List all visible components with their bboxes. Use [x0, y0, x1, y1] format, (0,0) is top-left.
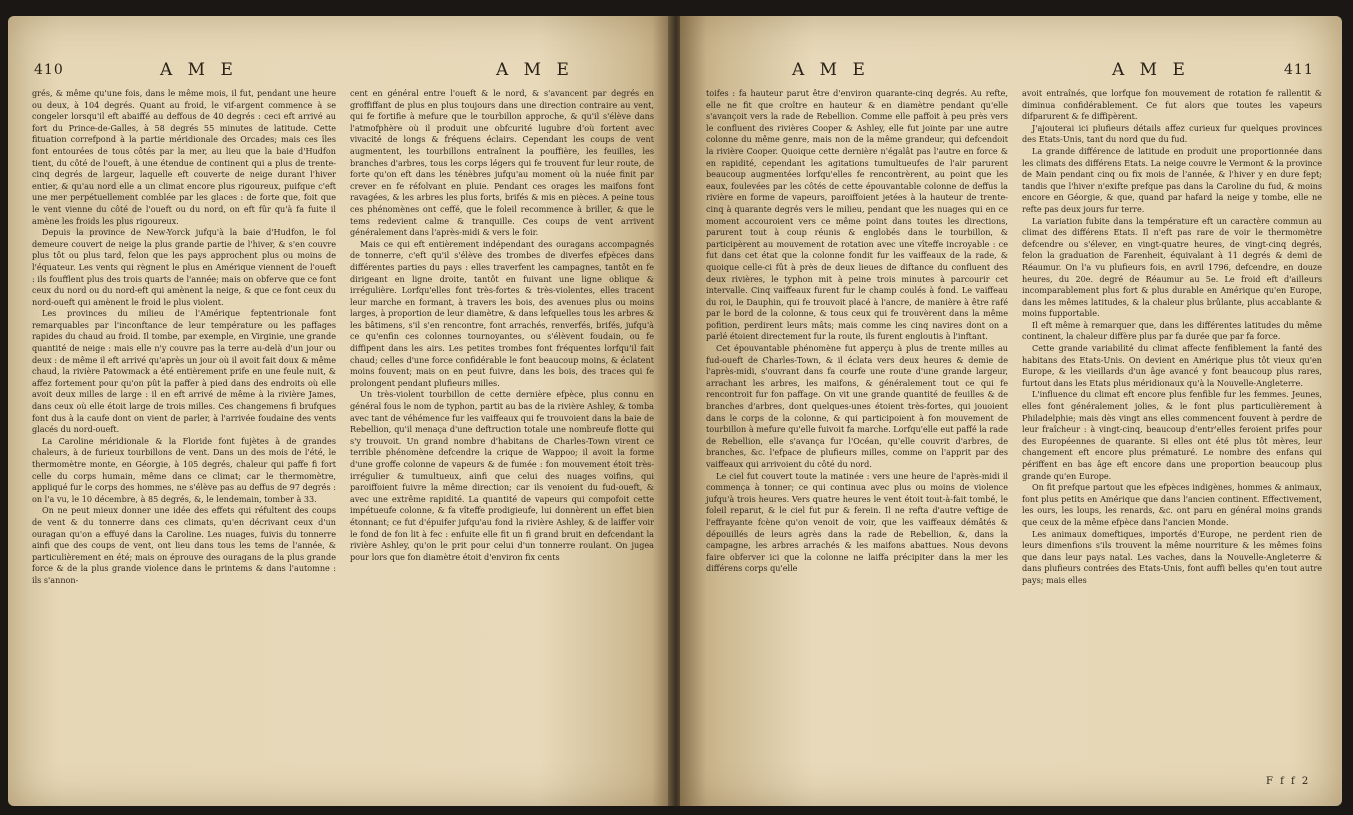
paragraph: cent en général entre l'oueft & le nord, & s'avancent par degrés en groffiffant de plus en plus toujours dans une direction contraire au vent, qui fe fortifie à mefure que le tourbillon approche, & qu'il s'élève dans l'atmofphère où il produit une obfcurité lugubre d'où fortent avec vivacité de longs & fréquens éclairs. Cependant les coups de vent augmentent, les tourbillons entraînent la pouffière, les feuilles, les branches d'arbres, tous les corps légers qui fe trouvent fur leur route, de forte qu'on eft dans les ténèbres jufqu'au moment où la nuée finit par crever en fe réfolvant en pluie. Pendant ces orages les maifons font ravagées, & les arbres les plus forts, brifés & mis en pièces. A peine tous ces phénomènes ont ceffé, que le foleil recommence à briller, & que le tems redevient calme & tranquille. Ces coups de vent arrivent généralement dans l'après-midi & vers le foir.: [350, 88, 654, 238]
paragraph: Cette grande variabilité du climat affecte fenfiblement la fanté des habitans des Etats-Unis. On devient en Amérique plus tôt vieux qu'en Europe, & les vieillards d'un âge avancé y font beaucoup plus rares, furtout dans les Etats plus méridionaux qu'à la Nouvelle-Angleterre.: [1022, 343, 1322, 388]
paragraph: L'influence du climat eft encore plus fenfible fur les femmes. Jeunes, elles font généralement jolies, & le font plus particulièrement à Philadelphie; mais dès vingt ans elles commencent fouvent à perdre de leur fraîcheur : à vingt-cinq, beaucoup d'entr'elles feroient prifes pour des Européennes de quarante. Si elles ont été plus tôt mères, leur changement eft encore plus prématuré. Le nombre des enfans qui périffent en bas âge eft encore dans une proportion beaucoup plus grande qu'en Europe.: [1022, 389, 1322, 481]
paragraph: On fit prefque partout que les efpèces indigènes, hommes & animaux, font plus petits en Amérique que dans l'ancien continent. Effectivement, les ours, les loups, les renards, &c. ont paru en général moins grands que ceux de la même efpèce dans l'ancien Monde.: [1022, 482, 1322, 527]
left-running-head-2: A M E: [496, 60, 574, 80]
paragraph: La grande différence de latitude en produit une proportionnée dans les climats des différens Etats. La neige couvre le Vermont & la province de Main pendant cinq ou fix mois de l'année, & l'hiver y en dure fept; tandis que l'hiver n'exifte prefque pas dans la Caroline du fud, & moins encore en Géorgie, & que, quand par hafard la neige y tombe, elle ne refte pas deux jours fur terre.: [1022, 145, 1322, 214]
right-column-2: [1022, 88, 1322, 587]
paragraph: avoit entraînés, que lorfque fon mouvement de rotation fe rallentit & diminua confidérablement. Ce fut alors que toutes les vapeurs difparurent & fe diffipèrent.: [1022, 88, 1322, 122]
paragraph: Mais ce qui eft entièrement indépendant des ouragans accompagnés de tonnerre, c'eft qu'il s'élève des trombes de diverfes efpèces dans différentes parties du pays : elles traverfent les campagnes, tantôt en fe dirigeant en ligne droite, tantôt en fuivant une ligne oblique & irrégulière. Lorfqu'elles font très-fortes & très-violentes, elles tracent leur marche en formant, à travers les bois, des avenues plus ou moins larges, à proportion de leur diamètre, & dans lefquelles tous les arbres & les bâtimens, s'il s'en rencontre, font arrachés, renverfés, brifés, jufqu'à ce qu'enfin ces colonnes tournoyantes, ou s'élèvent foudain, ou fe diffipent dans les airs. Les petites trombes font fréquentes lorfqu'il fait chaud; celles d'une force confidérable le font beaucoup moins, & éclatent moins fouvent; mais on en peut fuivre, dans les bois, des traces qui fe prolongent pendant plufieurs milles.: [350, 238, 654, 388]
left-column-2: [350, 88, 654, 563]
paragraph: Il eft même à remarquer que, dans les différentes latitudes du même continent, la chaleur diffère plus par fa durée que par fa force.: [1022, 319, 1322, 342]
paragraph: Cet épouvantable phénomène fut apperçu à plus de trente milles au fud-oueft de Charles-Town, & il éclata vers deux heures & demie de l'après-midi, s'ouvrant dans fa courfe une route d'une grande largeur, arrachant les arbres, les maifons, & généralement tout ce qui fe rencontroit fur fon paffage. On vit une grande quantité de feuilles & de branches d'arbres, dont quelques-unes étoient très-fortes, qui jouoient dans le corps de la colonne, & qui participoient à fon mouvement de tourbillon à mefure qu'elle fuivoit fa marche. Lorfqu'elle eut paffé la rade de Rebellion, elle s'avança fur l'Océan, qu'elle couvrit d'arbres, de branches, &c. l'efpace de plufieurs milles, comme on l'apprit par des vaiffeaux qui arrivoient du côté du nord.: [706, 343, 1008, 469]
right-column-1: [706, 88, 1008, 575]
left-running-head-1: A M E: [160, 60, 238, 80]
left-column-1: [32, 88, 336, 587]
left-page-header: [8, 58, 672, 84]
right-page: [680, 16, 1342, 806]
paragraph: Les provinces du milieu de l'Amérique feptentrionale font remarquables par l'inconftance de leur température ou les paffages rapides du chaud au froid. Il tombe, par exemple, en Virginie, une grande quantité de neige : mais elle n'y couvre pas la terre au-delà d'un jour ou deux : de même il eft arrivé qu'après un jour où il avoit fait doux & même chaud, la rivière Patowmack a été entièrement prife en une feule nuit, & affez fortement pour qu'on pût la paffer à pied dans des endroits où elle avoit deux milles de large : il en eft arrivé de même à la rivière James, dans ceux où elle étoit large de trois milles. Ces changemens fi brufques font dus à la caufe dont on vient de parler, à l'arrivée foudaine des vents glacés du nord-oueft.: [32, 308, 336, 435]
paragraph: Depuis la province de New-Yorck jufqu'à la baie d'Hudfon, le fol demeure couvert de neige la plus grande partie de l'hiver, & s'en couvre plus tôt ou plus tard, felon que les pays approchent plus ou moins de l'équateur. Les vents qui règnent le plus en Amérique viennent de l'oueft : ils foufflent plus des trois quarts de l'année; mais on obferve que ce font ceux du nord ou du nord-eft qui amènent la neige, & que ce font ceux du nord-oueft qui amènent le froid le plus violent.: [32, 227, 336, 307]
paragraph: Un très-violent tourbillon de cette dernière efpèce, plus connu en général fous le nom de typhon, partit au bas de la rivière Ashley, & tomba avec tant de véhémence fur les vaiffeaux qui fe trouvoient dans la baie de Rebellion, qu'il menaça d'une deftruction totale une nombreufe flotte qui s'y trouvoit. Un grand nombre d'habitans de Charles-Town virent ce terrible phénomène defcendre la crique de Wappoo; il avoit la forme d'une groffe colonne de vapeurs & de fumée : fon mouvement étoit très-irrégulier & tumultueux, ainfi que celui des nuages voifins, qui paroiffoient fuivre la même direction; car ils venoient du fud-oueft, & avec une extrême rapidité. La quantité de vapeurs qui compofoit cette impétueufe colonne, & fa vîteffe prodigieufe, lui donnèrent un effet bien étonnant; ce fut d'épuifer jufqu'au fond la rivière Ashley, & de laiffer voir le fond de fon lit à fec : enfuite elle fit un fi grand bruit en defcendant la rivière Ashley, qu'on le prit pour celui d'un tonnerre roulant. On jugea pour lors que fon diamètre étoit d'environ fix cents: [350, 389, 654, 562]
paragraph: grés, & même qu'une fois, dans le même mois, il fut, pendant une heure ou deux, à 104 degrés. Quant au froid, le vif-argent commence à se congeler lorsqu'il eft abaiffé au deffous de 40 degrés : ceci eft arrivé au fort du Prince-de-Galles, à 58 degrés 55 minutes de latitude. Cette fituation correfpond à la partie méridionale des Orcades; mais ces îles font entourées de tous côtés par la mer, au lieu que la baie d'Hudfon tient, du côté de l'oueft, à une étendue de continent qui a plus de trente-cinq degrés de largeur, laquelle eft couverte de neige durant l'hiver entier, & qu'au nord elle a un climat encore plus rigoureux, puifque c'eft une mer perpétuellement comblée par les glaces : de forte que, foit que le vent vienne du côté de l'oueft ou du nord, on eft fûr qu'à fa fuite il amène les froids les plus rigoureux.: [32, 88, 336, 226]
right-running-head-2: A M E: [1112, 60, 1190, 80]
paragraph: La variation fubite dans la température eft un caractère commun au climat des différens Etats. Il n'eft pas rare de voir le thermomètre defcendre ou s'élever, en vingt-quatre heures, de vingt-cinq degrés, felon la graduation de Farenheit, équivalant à 11 degrés & demi de Réaumur. On l'a vu plufieurs fois, en avril 1796, defcendre, en douze heures, du 20e. degré de Réaumur au 5e. Le froid eft d'ailleurs incomparablement plus fort & plus durable en Amérique qu'en Europe, dans les mêmes latitudes, & la chaleur plus brûlante, plus accablante & moins fupportable.: [1022, 215, 1322, 319]
left-page: [8, 16, 672, 806]
paragraph: Le ciel fut couvert toute la matinée : vers une heure de l'après-midi il commença à tonner; ce qui continua avec plus ou moins de violence jufqu'à trois heures. Vers quatre heures le vent étoit tout-à-fait tombé, le foleil reparut, & le ciel fut pur & ferein. Il ne refta d'autre veftige de l'effrayante fcène qu'on venoit de voir, que les vaiffeaux démâtés & dépouillés de leurs agrès dans la rade de Rebellion, &, dans la campagne, les arbres arrachés & les maifons abattues. Nous devons faire obferver ici que la colonne ne laiffa précipiter dans la mer les différens corps qu'elle: [706, 470, 1008, 574]
signature-mark: F f f 2: [1266, 776, 1311, 787]
paragraph: J'ajouterai ici plufieurs détails affez curieux fur quelques provinces des Etats-Unis, tant du nord que du fud.: [1022, 122, 1322, 145]
paragraph: toifes : fa hauteur parut être d'environ quarante-cinq degrés. Au refte, elle ne fit que croître en hauteur & en diamètre pendant qu'elle s'avançoit vers la rade de Rebellion. Comme elle paffoit à peu près vers le confluent des rivières Cooper & Ashley, elle fut jointe par une autre colonne du même genre, mais non de la même grandeur, qui defcendoit la rivière Cooper. Quoique cette dernière n'égalât pas l'autre en force & en rapidité, cependant les agitations tumultueufes de l'air parurent beaucoup augmentées lorfqu'elles fe rencontrèrent, au point que les eaux, foulevées par les côtés de cette épouvantable colonne de deffus la rivière en forme de vapeurs, paroiffoient jetées à la hauteur de trente-cinq à quarante degrés vers le milieu, pendant que les nuages qui en ce moment accouroient vers ce même point dans toutes les directions, parurent tout à coup réunis & englobés dans le tourbillon, & participèrent au mouvement de rotation avec une vîteffe incroyable : ce fut dans cet état que la colonne fondit fur les vaiffeaux de la rade, & quoique celle-ci fût à près de deux lieues de diftance du confluent des deux rivières, le typhon mit à peine trois minutes à parcourir cet intervalle. Cinq vaiffeaux furent fur le champ coulés à fond. Le vaiffeau du roi, le Dauphin, qui fe trouvoit placé à l'ancre, de manière à être rafé par le bord de la colonne, & tous ceux qui fe trouvèrent dans la même pofition, perdirent leurs mâts; mais comme les cinq navires dont on a parlé étoient directement fur la route, ils furent engloutis à l'inftant.: [706, 88, 1008, 342]
right-page-header: [680, 58, 1342, 84]
paragraph: La Caroline méridionale & la Floride font fujètes à de grandes chaleurs, à de furieux tourbillons de vent. Dans un des mois de l'été, le thermomètre monte, en Géorgie, à 105 degrés, chaleur qui paffe fi fort celle du corps humain, même dans ce climat; car le thermomètre, appliqué fur le corps des hommes, ne s'élève pas au deffus de 97 degrés : on l'a vu, le 10 décembre, à 85 degrés, &, le lendemain, tomber à 33.: [32, 435, 336, 504]
left-page-number: 410: [34, 62, 64, 78]
paragraph: Les animaux domeftiques, importés d'Europe, ne perdent rien de leurs dimenfions s'ils trouvent la même nourriture & les mêmes foins que dans leur pays natal. Les vaches, dans la Nouvelle-Angleterre & dans plufieurs contrées des Etats-Unis, font auffi belles qu'en tout autre pays; mais elles: [1022, 528, 1322, 585]
right-page-number: 411: [1284, 62, 1314, 78]
right-running-head-1: A M E: [792, 60, 870, 80]
paragraph: On ne peut mieux donner une idée des effets qui réfultent des coups de vent & du tonnerre dans ces climats, qu'en décrivant ceux d'un ouragan qu'on a effuyé dans la Caroline. Les nuages, fuivis du tonnerre ainfi que des coups de vent, ont lieu dans tous les tems de l'année, & particulièrement en été; mais on éprouve des ouragans de la plus grande force & de la plus grande violence dans le printems & dans l'automne : ils s'annon-: [32, 505, 336, 585]
